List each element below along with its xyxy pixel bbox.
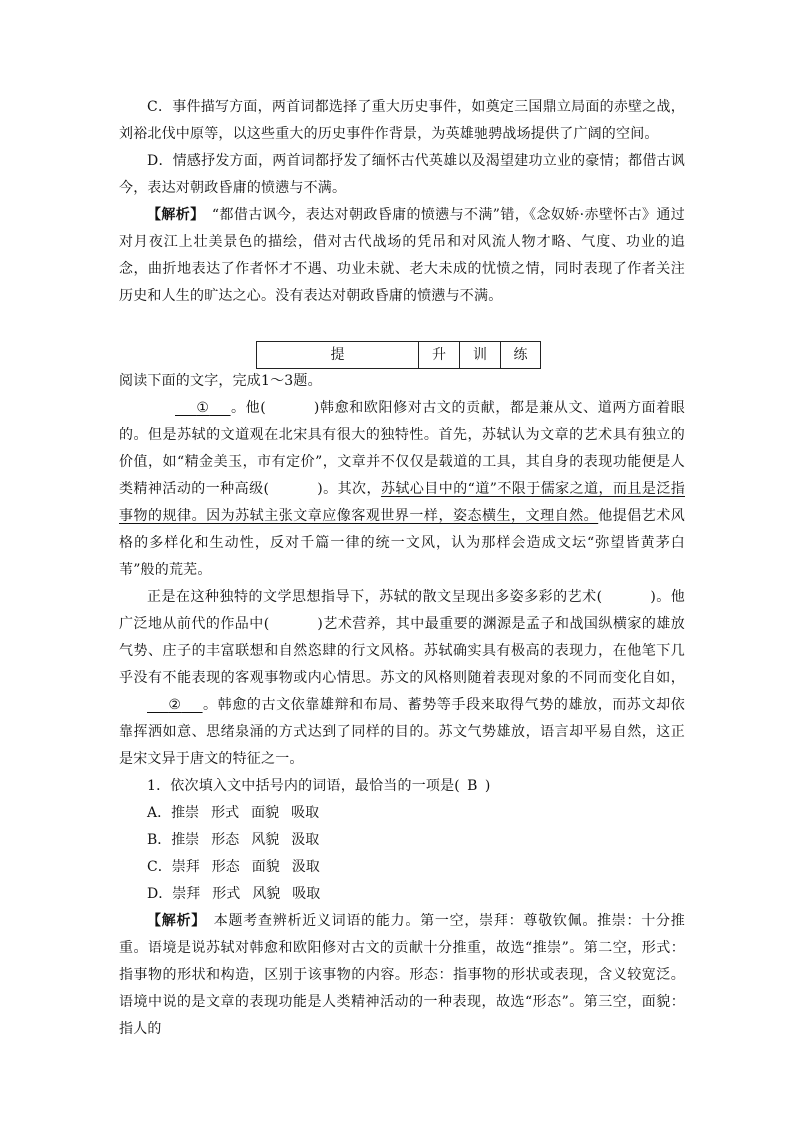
- passage-block: [119, 368, 685, 1043]
- passage-paragraph-2: 正是在这种独特的文学思想指导下，苏轼的散文呈现出多姿多彩的艺术( )。他广泛地从前代的作品中( )艺术营养，其中最重要的渊源是孟子和战国纵横家的雄放气势、庄子的丰富联想和自然恣肆的行文风格。苏轼确实具有极高的表现力，在他笔下几乎没有不能表现的客观事物或内心情思。苏文的风格则随着表现对象的不同而变化自如， ② 。韩愈的古文依靠雄辩和布局、蓄势等手段来取得气势的雄放，而苏文却依靠挥洒如意、思绪泉涌的方式达到了同样的目的。苏文气势雄放，语言却平易自然，这正是宋文异于唐文的特征之一。: [119, 589, 685, 767]
- header-cell: 升: [419, 342, 460, 369]
- analysis-tag: 【解析】: [147, 207, 198, 223]
- header-cell: 练: [501, 342, 541, 369]
- header-cell: 训: [460, 342, 501, 369]
- question-1-stem: 1．依次填入文中括号内的词语，最恰当的一项是( B ): [147, 778, 491, 794]
- blank-1: ①: [196, 400, 210, 416]
- underlined-sentence: 苏轼心目中的“道”不限于儒家之道，而且是泛指事物的规律。因为苏轼主张文章应像客观世界一样，姿态横生，文理自然。: [119, 481, 685, 524]
- passage-intro: 阅读下面的文字，完成1～3题。: [119, 373, 322, 389]
- option-b: B．推崇 形态 风貌 汲取: [147, 832, 320, 848]
- analysis-text: “都借古讽今，表达对朝政昏庸的愤懑与不满”错，《念奴娇·赤壁怀古》通过对月夜江上壮美景色的描绘，借对古代战场的凭吊和对风流人物才略、气度、功业的追念，曲折地表达了作者怀才不遇、功业未就、老大未成的忧愤之情，同时表现了作者关注历史和人生的旷达之心。没有表达对朝政昏庸的愤懑与不满。: [119, 207, 685, 304]
- analysis-tag: 【解析】: [147, 913, 199, 929]
- option-a: A．推崇 形式 面貌 吸取: [147, 805, 320, 821]
- question-1-answer: B: [467, 778, 478, 794]
- passage-paragraph-1: ① 。他( )韩愈和欧阳修对古文的贡献，都是兼从文、道两方面着眼的。但是苏轼的文道观在北宋具有很大的独特性。首先，苏轼认为文章的艺术具有独立的价值，如“精金美玉，市有定价”，文章并不仅仅是载道的工具，其自身的表现功能便是人类精神活动的一种高级( )。其次，苏轼心目中的“道”不限于儒家之道，而且是泛指事物的规律。因为苏轼主张文章应像客观世界一样，姿态横生，文理自然。他提倡艺术风格的多样化和生动性，反对千篇一律的统一文风，认为那样会造成文坛“弥望皆黄茅白苇”般的荒芜。: [119, 395, 685, 584]
- blank-2: ②: [168, 697, 182, 713]
- header-cell: 提: [257, 342, 419, 369]
- analysis-text: 本题考查辨析近义词语的能力。第一空，崇拜：尊敬钦佩。推崇：十分推重。语境是说苏轼对韩愈和欧阳修对古文的贡献十分推重，故选“推崇”。第二空，形式：指事物的形状和构造，区别于该事物的内容。形态：指事物的形状或表现，含义较宽泛。语境中说的是文章的表现功能是人类精神活动的一种表现，故选“形态”。第三空，面貌：指人的: [119, 913, 685, 1037]
- section-header-table: [256, 341, 541, 369]
- option-d: D．崇拜 形式 风貌 吸取: [147, 886, 321, 902]
- analysis-paragraph: [119, 202, 685, 310]
- option-d: D．情感抒发方面，两首词都抒发了缅怀古代英雄以及渴望建功立业的豪情；都借古讽今，表达对朝政昏庸的愤懑与不满。: [119, 153, 685, 196]
- option-c: C．崇拜 形态 面貌 汲取: [147, 859, 320, 875]
- question-1-analysis: [119, 908, 685, 1043]
- option-c: C．事件描写方面，两首词都选择了重大历史事件，如奠定三国鼎立局面的赤壁之战，刘裕北伐中原等，以这些重大的历史事件作背景，为英雄驰骋战场提供了广阔的空间。: [119, 99, 685, 142]
- previous-question-block: [119, 94, 685, 310]
